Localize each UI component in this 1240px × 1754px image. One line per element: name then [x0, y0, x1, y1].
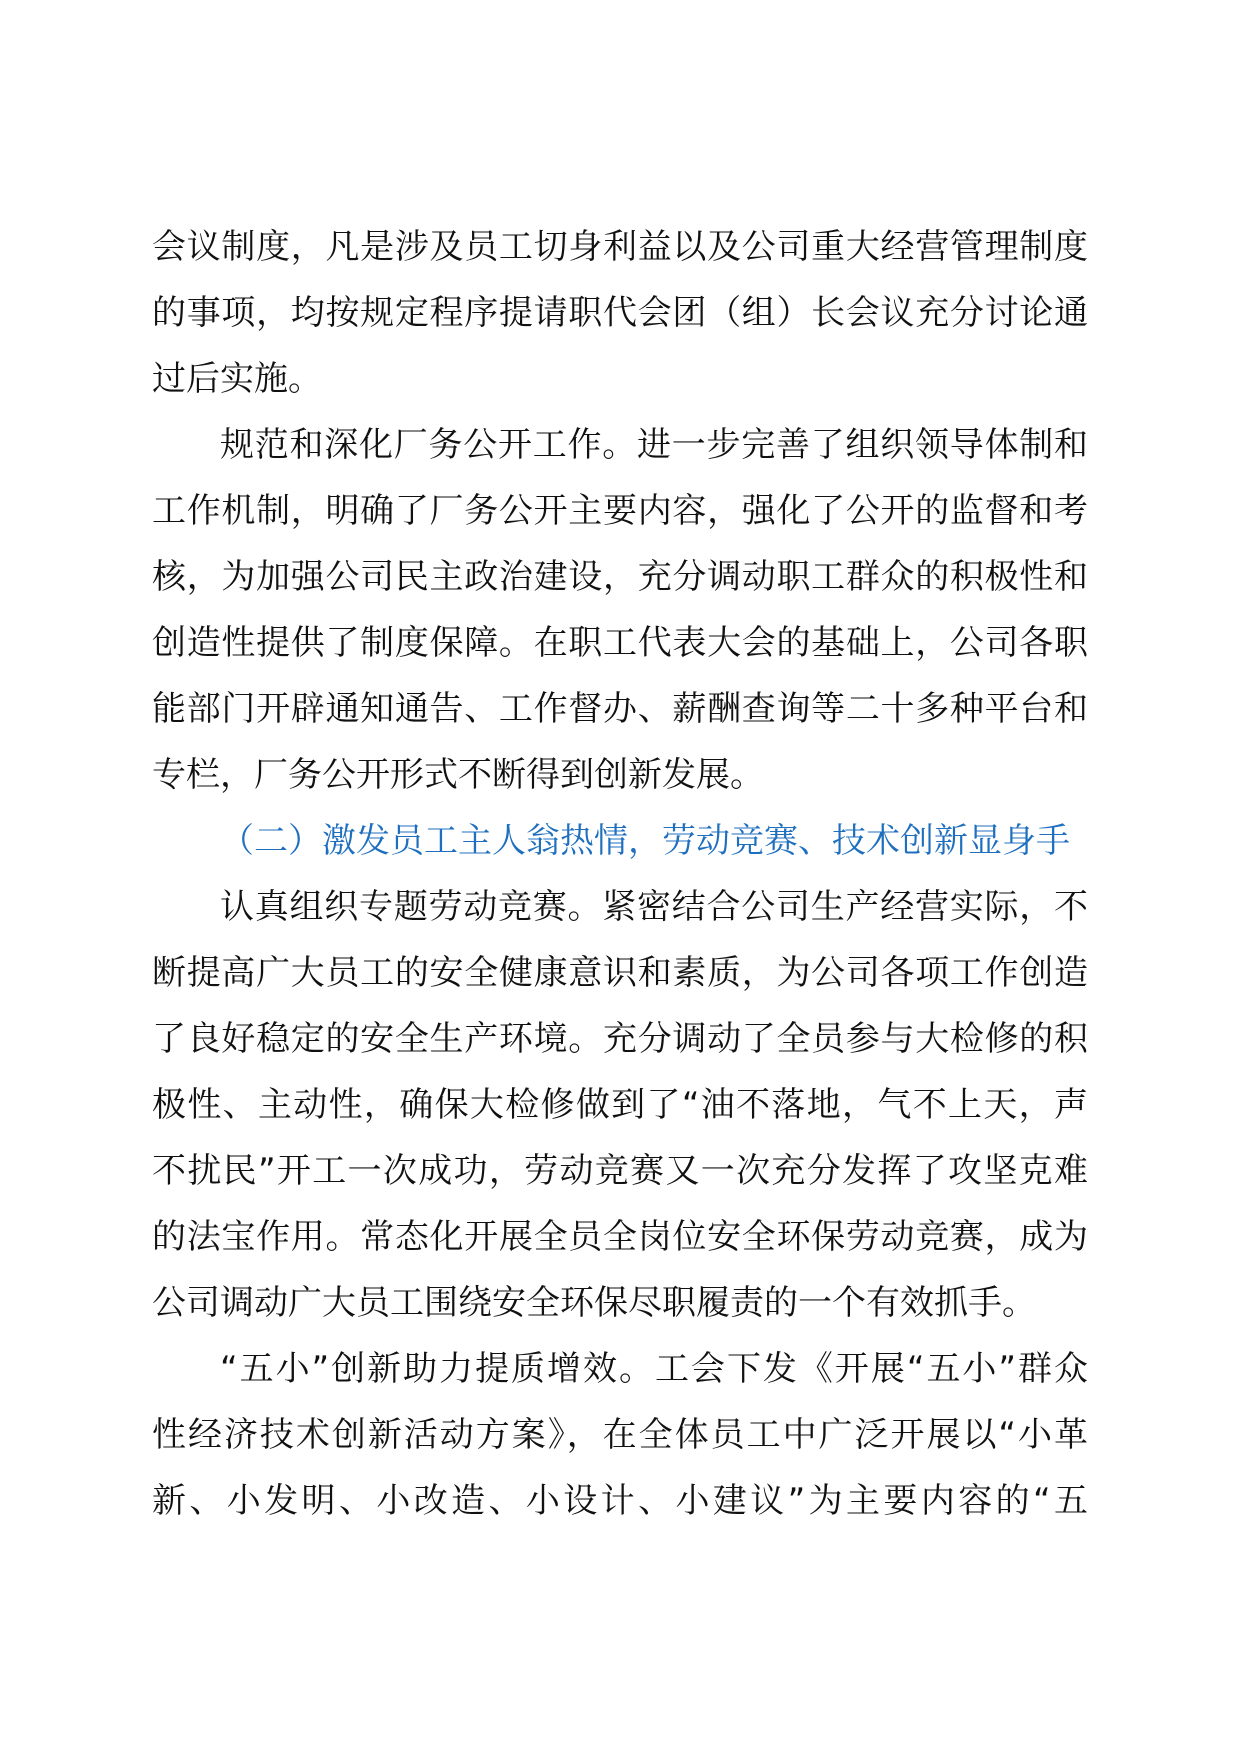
text-line: 会议制度，凡是涉及员工切身利益以及公司重大经营管理制度	[152, 227, 1088, 267]
text-line: 公司调动广大员工围绕安全环保尽职履责的一个有效抓手。	[152, 1283, 1036, 1323]
text-line: 专栏，厂务公开形式不断得到创新发展。	[152, 755, 764, 795]
text-line: 性经济技术创新活动方案》，在全体员工中广泛开展以“小革	[152, 1415, 1088, 1455]
text-line: 的事项，均按规定程序提请职代会团（组）长会议充分讨论通	[152, 293, 1088, 333]
text-line: 新、小发明、小改造、小设计、小建议”为主要内容的“五	[152, 1481, 1088, 1521]
text-line: “五小”创新助力提质增效。工会下发《开展“五小”群众	[220, 1349, 1088, 1389]
text-line: 能部门开辟通知通告、工作督办、薪酬查询等二十多种平台和	[152, 689, 1088, 729]
text-line: 认真组织专题劳动竞赛。紧密结合公司生产经营实际，不	[220, 887, 1088, 927]
text-line: 断提高广大员工的安全健康意识和素质，为公司各项工作创造	[152, 953, 1088, 993]
section-heading: （二）激发员工主人翁热情，劳动竞赛、技术创新显身手	[220, 821, 1070, 861]
document-body	[152, 214, 1088, 1534]
text-line: 工作机制，明确了厂务公开主要内容，强化了公开的监督和考	[152, 491, 1088, 531]
text-line: 的法宝作用。常态化开展全员全岗位安全环保劳动竞赛，成为	[152, 1217, 1088, 1257]
text-line: 了良好稳定的安全生产环境。充分调动了全员参与大检修的积	[152, 1019, 1088, 1059]
text-line: 极性、主动性，确保大检修做到了“油不落地，气不上天，声	[152, 1085, 1088, 1125]
text-line: 不扰民”开工一次成功，劳动竞赛又一次充分发挥了攻坚克难	[152, 1151, 1088, 1191]
text-line: 规范和深化厂务公开工作。进一步完善了组织领导体制和	[220, 425, 1088, 465]
text-line: 核，为加强公司民主政治建设，充分调动职工群众的积极性和	[152, 557, 1088, 597]
text-line: 创造性提供了制度保障。在职工代表大会的基础上，公司各职	[152, 623, 1088, 663]
text-line: 过后实施。	[152, 359, 322, 399]
